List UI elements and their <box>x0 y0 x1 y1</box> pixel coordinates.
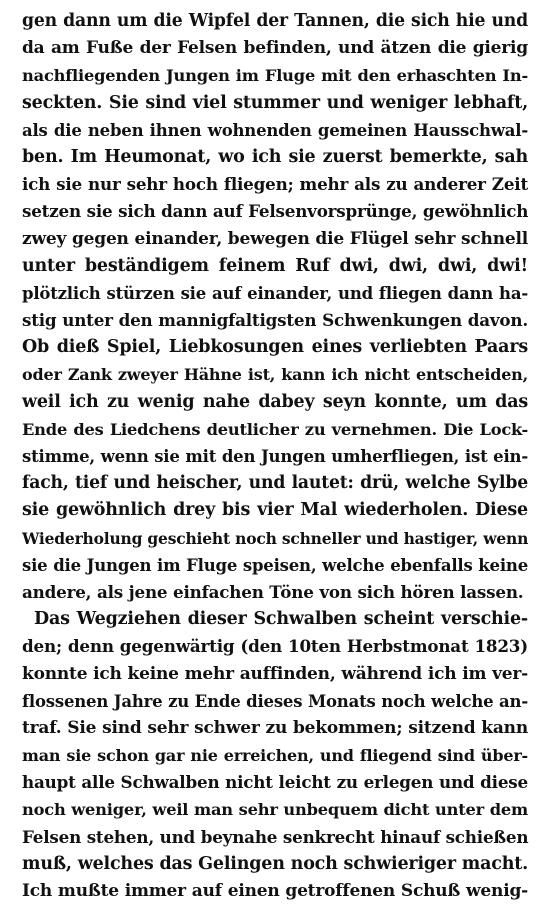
text-line: gen dann um die Wipfel der Tannen, die sich hie und <box>22 11 528 31</box>
text-line: seckten. Sie sind viel stummer und weniger lebhaft, <box>22 92 528 113</box>
text-line: Ende des Liedchens deutlicher zu vernehmen. Die Lock- <box>22 419 528 439</box>
text-line: traf. Sie sind sehr schwer zu bekommen; sitzend kann <box>22 717 528 738</box>
book-page <box>22 8 528 904</box>
text-line: sie gewöhnlich drey bis vier Mal wiederholen. Diese <box>22 500 528 521</box>
text-line: stig unter den mannigfaltigsten Schwenkungen davon. <box>22 310 528 331</box>
text-line: unter beständigem feinem Ruf dwi, dwi, dwi, dwi! <box>22 255 528 276</box>
paragraph-end-line: andere, als jene einfachen Töne von sich hören lassen. <box>22 581 524 602</box>
text-line: flossenen Jahre zu Ende dieses Monats noch welche an- <box>22 691 528 711</box>
text-line: muß, welches das Gelingen noch schwieriger macht. <box>22 853 528 874</box>
text-line: ich sie nur sehr hoch fliegen; mehr als zu anderer Zeit <box>22 174 528 195</box>
text-line: stimme, wenn sie mit den Jungen umherfliegen, ist ein- <box>22 447 528 466</box>
text-line: ben. Im Heumonat, wo ich sie zuerst bemerkte, sah <box>22 146 528 167</box>
text-line: als die neben ihnen wohnenden gemeinen Hausschwal- <box>22 120 528 140</box>
paragraph-start-line: Das Wegziehen dieser Schwalben scheint verschie- <box>34 609 528 630</box>
text-line: konnte ich keine mehr auffinden, während ich im ver- <box>22 663 528 684</box>
text-line: da am Fuße der Felsen befinden, und ätzen die gierig <box>22 38 528 59</box>
text-line: Ob dieß Spiel, Liebkosungen eines verliebten Paars <box>22 337 528 358</box>
text-line: Wiederholung geschieht noch schneller und hastiger, wenn <box>22 528 529 548</box>
text-line: zwey gegen einander, bewegen die Flügel sehr schnell <box>22 228 528 249</box>
text-line: noch weniger, weil man sehr unbequem dicht unter dem <box>22 800 528 820</box>
text-line: fach, tief und heischer, und lautet: drü, welche Sylbe <box>22 473 528 494</box>
text-line: Felsen stehen, und beynahe senkrecht hinauf schießen <box>22 826 529 847</box>
text-line: haupt alle Schwalben nicht leicht zu erlegen und diese <box>22 772 528 793</box>
text-line: oder Zank zweyer Hähne ist, kann ich nicht entscheiden, <box>22 365 528 385</box>
text-line: nachfliegenden Jungen im Fluge mit den erhaschten In- <box>22 66 528 86</box>
text-line: man sie schon gar nie erreichen, und fliegend sind über- <box>22 746 528 766</box>
text-line: Ich mußte immer auf einen getroffenen Schuß wenig- <box>22 881 528 901</box>
text-line: setzen sie sich dann auf Felsenvorsprünge, gewöhnlich <box>22 201 529 222</box>
text-line: den; denn gegenwärtig (den 10ten Herbstmonat 1823) <box>22 636 528 657</box>
text-line: plötzlich stürzen sie auf einander, und fliegen dann ha- <box>22 283 528 303</box>
text-line: weil ich zu wenig nahe dabey seyn konnte, um das <box>22 391 528 412</box>
text-line: sie die Jungen im Fluge speisen, welche ebenfalls keine <box>22 555 528 575</box>
